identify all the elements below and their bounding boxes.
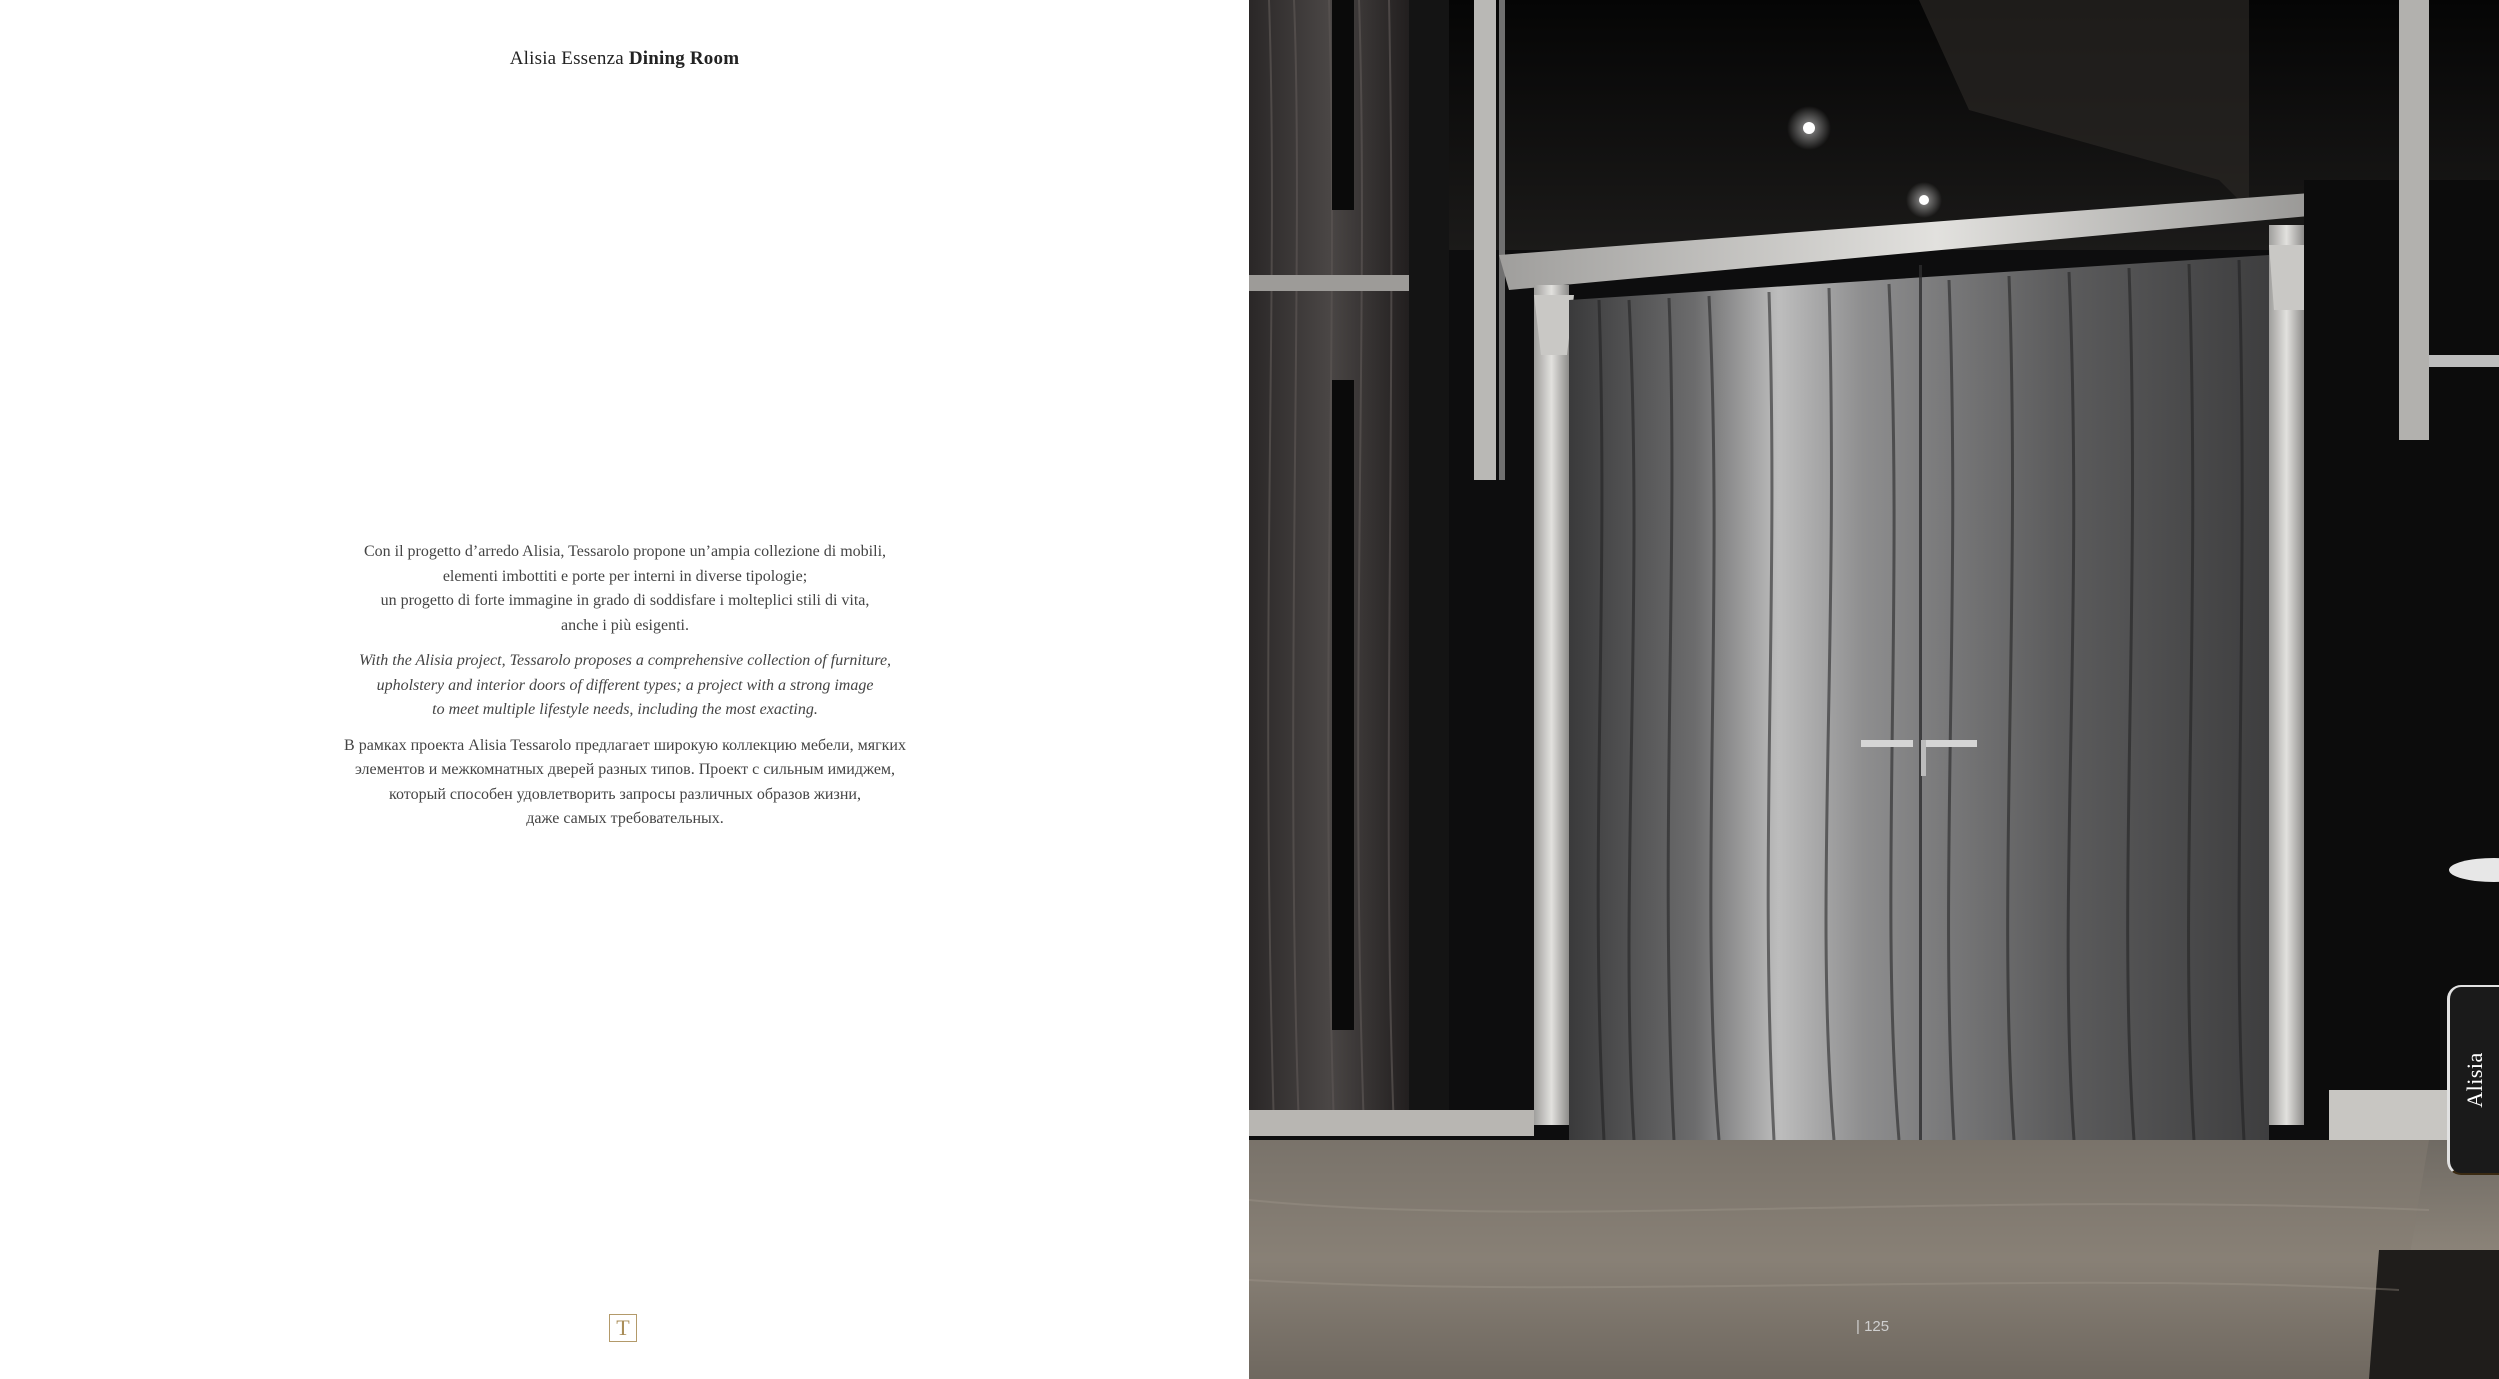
- intro-italian: [230, 540, 1020, 638]
- text-line: который способен удовлетворить запросы различных образов жизни,: [389, 785, 861, 803]
- dining-room-photo: [1249, 0, 2499, 1379]
- left-page: [0, 0, 1249, 1379]
- page-title-regular: Alisia Essenza: [509, 48, 624, 69]
- text-line: anche i più esigenti.: [561, 616, 689, 634]
- text-line: даже самых требовательных.: [526, 810, 724, 827]
- text-line: upholstery and interior doors of different types; a project with a strong image: [376, 676, 874, 694]
- section-tab-label: Alisia: [2461, 1052, 2487, 1108]
- page-number: | 125: [1856, 1318, 1890, 1335]
- intro-text-block: [230, 540, 1020, 843]
- section-tab-alisia[interactable]: [2447, 985, 2499, 1175]
- tessarolo-logo-icon: [609, 1314, 637, 1342]
- text-line: элементов и межкомнатных дверей разных типов. Проект с сильным имиджем,: [354, 761, 896, 778]
- text-line: to meet multiple lifestyle needs, including the most exacting.: [432, 701, 818, 718]
- text-line: Con il progetto d’arredo Alisia, Tessarolo propone un’ampia collezione di mobili,: [363, 543, 887, 560]
- intro-russian: [230, 734, 1020, 832]
- intro-english: [230, 649, 1020, 723]
- text-line: В рамках проекта Alisia Tessarolo предлагает широкую коллекцию мебели, мягких: [344, 736, 906, 754]
- logo-letter: T: [616, 1315, 630, 1340]
- text-line: With the Alisia project, Tessarolo proposes a comprehensive collection of furniture,: [358, 652, 892, 669]
- text-line: un progetto di forte immagine in grado di soddisfare i molteplici stili di vita,: [380, 592, 870, 609]
- right-page-photo: [1249, 0, 2499, 1379]
- page-title: [0, 48, 1249, 70]
- page-title-bold: Dining Room: [628, 48, 740, 69]
- text-line: elementi imbottiti e porte per interni in diverse tipologie;: [442, 567, 808, 585]
